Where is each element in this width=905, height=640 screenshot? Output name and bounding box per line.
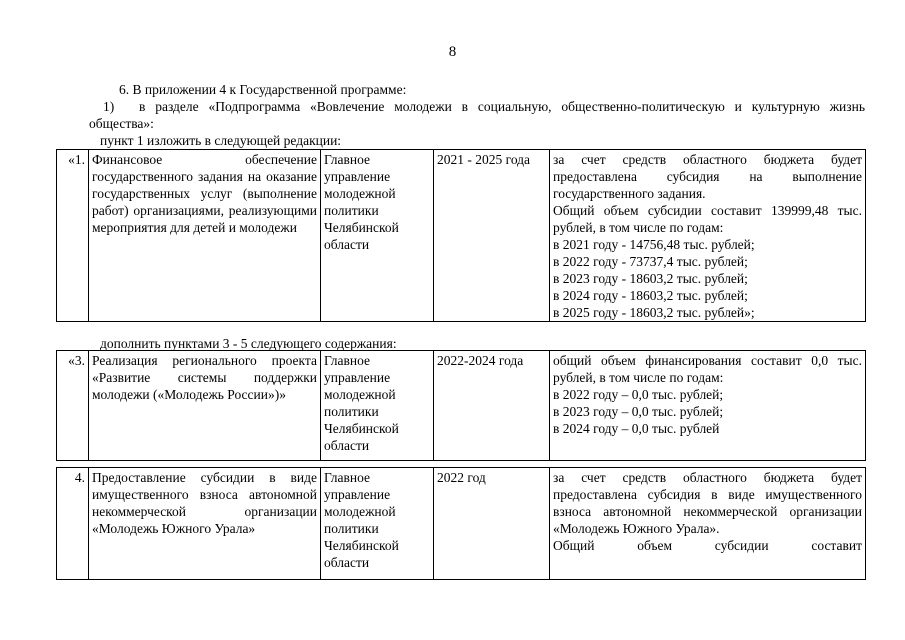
page-number: 8 bbox=[448, 44, 457, 60]
table-row bbox=[57, 468, 866, 580]
executor-cell: Главное управление молодежной политики Челябинской области bbox=[321, 468, 434, 580]
details-line: в 2022 году - 73737,4 тыс. рублей; bbox=[553, 254, 748, 269]
details-line: в 2024 году – 0,0 тыс. рублей bbox=[553, 421, 720, 436]
table-row bbox=[57, 351, 866, 461]
period-cell: 2022 год bbox=[434, 468, 550, 580]
details-line: в 2022 году – 0,0 тыс. рублей; bbox=[553, 387, 724, 402]
details-cell bbox=[550, 150, 866, 322]
details-line: общий объем финансирования составит 0,0 тыс. рублей, в том числе по годам: bbox=[553, 353, 862, 385]
details-line: в 2023 году - 18603,2 тыс. рублей; bbox=[553, 271, 748, 286]
details-line: Общий объем субсидии составит bbox=[553, 538, 862, 553]
intro-paragraph: 6. В приложении 4 к Государственной программе: bbox=[119, 82, 407, 97]
period-cell: 2022-2024 года bbox=[434, 351, 550, 461]
row-number: «1. bbox=[57, 150, 89, 322]
activity-cell: Финансовое обеспечение государственного задания на оказание государственных услуг (выполнение работ) организациями, реализующими мероприятия для детей и молодежи bbox=[89, 150, 321, 322]
table-point-3 bbox=[56, 350, 866, 461]
row-number: 4. bbox=[57, 468, 89, 580]
activity-cell: Предоставление субсидии в виде имущественного взноса автономной некоммерческой организации «Молодежь Южного Урала» bbox=[89, 468, 321, 580]
instruction-add: дополнить пунктами 3 - 5 следующего содержания: bbox=[100, 336, 397, 351]
period-cell: 2021 - 2025 года bbox=[434, 150, 550, 322]
details-line: в 2023 году – 0,0 тыс. рублей; bbox=[553, 404, 724, 419]
subitem-text: в разделе «Подпрограмма «Вовлечение молодежи в социальную, общественно-политическую и культурную жизнь общества»: bbox=[89, 99, 865, 131]
activity-cell: Реализация регионального проекта «Развитие системы поддержки молодежи («Молодежь России»)» bbox=[89, 351, 321, 461]
details-line: Общий объем субсидии составит 139999,48 тыс. рублей, в том числе по годам: bbox=[553, 203, 862, 235]
table-row bbox=[57, 150, 866, 322]
instruction-replace: пункт 1 изложить в следующей редакции: bbox=[100, 133, 342, 148]
executor-cell: Главное управление молодежной политики Челябинской области bbox=[321, 150, 434, 322]
subitem-number: 1) bbox=[103, 99, 115, 114]
intro-subitem bbox=[89, 98, 865, 132]
table-point-4 bbox=[56, 467, 866, 580]
details-line: в 2024 году - 18603,2 тыс. рублей; bbox=[553, 288, 748, 303]
row-number: «3. bbox=[57, 351, 89, 461]
details-line: за счет средств областного бюджета будет предоставлена субсидия на выполнение государственного задания. bbox=[553, 152, 862, 201]
table-point-1 bbox=[56, 149, 866, 322]
details-cell bbox=[550, 468, 866, 580]
details-line: за счет средств областного бюджета будет предоставлена субсидия в виде имущественного взноса автономной некоммерческой организации «Молодежь Южного Урала». bbox=[553, 470, 862, 536]
executor-cell: Главное управление молодежной политики Челябинской области bbox=[321, 351, 434, 461]
details-line: в 2025 году - 18603,2 тыс. рублей»; bbox=[553, 305, 755, 320]
details-line: в 2021 году - 14756,48 тыс. рублей; bbox=[553, 237, 755, 252]
details-cell bbox=[550, 351, 866, 461]
